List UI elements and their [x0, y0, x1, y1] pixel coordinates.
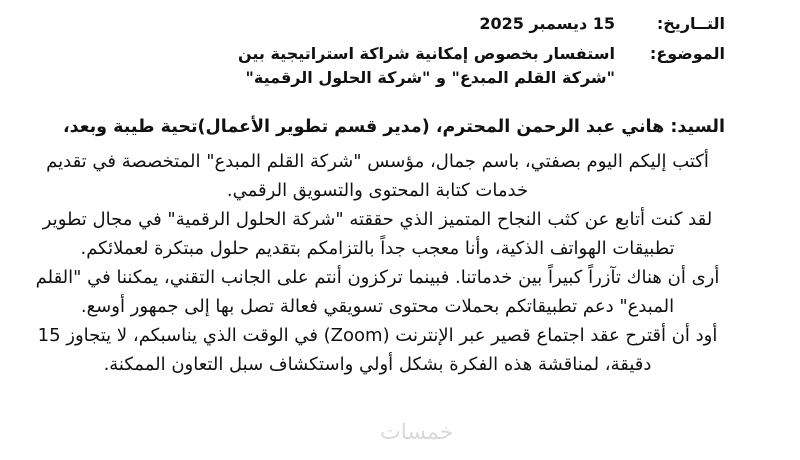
- subject-label: الموضوع:: [649, 44, 725, 63]
- letter-body: [30, 147, 725, 379]
- date-row: [479, 12, 725, 36]
- body-paragraph: لقد كنت أتابع عن كثب النجاح المتميز الذي حققته "شركة الحلول الرقمية" في مجال تطوير تطبيقات الهواتف الذكية، وأنا معجب جداً بالتزامكم بتقديم حلول مبتكرة لعملائكم.: [42, 209, 713, 259]
- subject-line-1: استفسار بخصوص إمكانية شراكة استراتيجية بين: [237, 44, 615, 63]
- date-label: التــاريخ:: [656, 14, 725, 33]
- body-paragraph: أكتب إليكم اليوم بصفتي، باسم جمال، مؤسس "شركة القلم المبدع" المتخصصة في تقديم خدمات كتابة المحتوى والتسويق الرقمي.: [46, 151, 709, 201]
- watermark: خمسات: [380, 420, 454, 445]
- body-paragraph: أرى أن هناك تآزراً كبيراً بين خدماتنا. فبينما تركزون أنتم على الجانب التقني، يمكننا في "القلم المبدع" دعم تطبيقاتكم بحملات محتوى تسويقي فعالة تصل بها إلى جمهور أوسع.: [35, 267, 720, 317]
- subject-line-2: "شركة القلم المبدع" و "شركة الحلول الرقمية": [245, 68, 615, 87]
- subject-value: [238, 42, 615, 90]
- date-value: 15 ديسمبر 2025: [479, 14, 615, 33]
- salutation: السيد: هاني عبد الرحمن المحترم، (مدير قسم تطوير الأعمال)تحية طيبة وبعد،: [62, 117, 725, 137]
- body-paragraph: أود أن أقترح عقد اجتماع قصير عبر الإنترنت (Zoom) في الوقت الذي يناسبكم، لا يتجاوز 15 دقيقة، لمناقشة هذه الفكرة بشكل أولي واستكشاف سبل التعاون الممكنة.: [37, 325, 718, 375]
- subject-row: [238, 42, 725, 90]
